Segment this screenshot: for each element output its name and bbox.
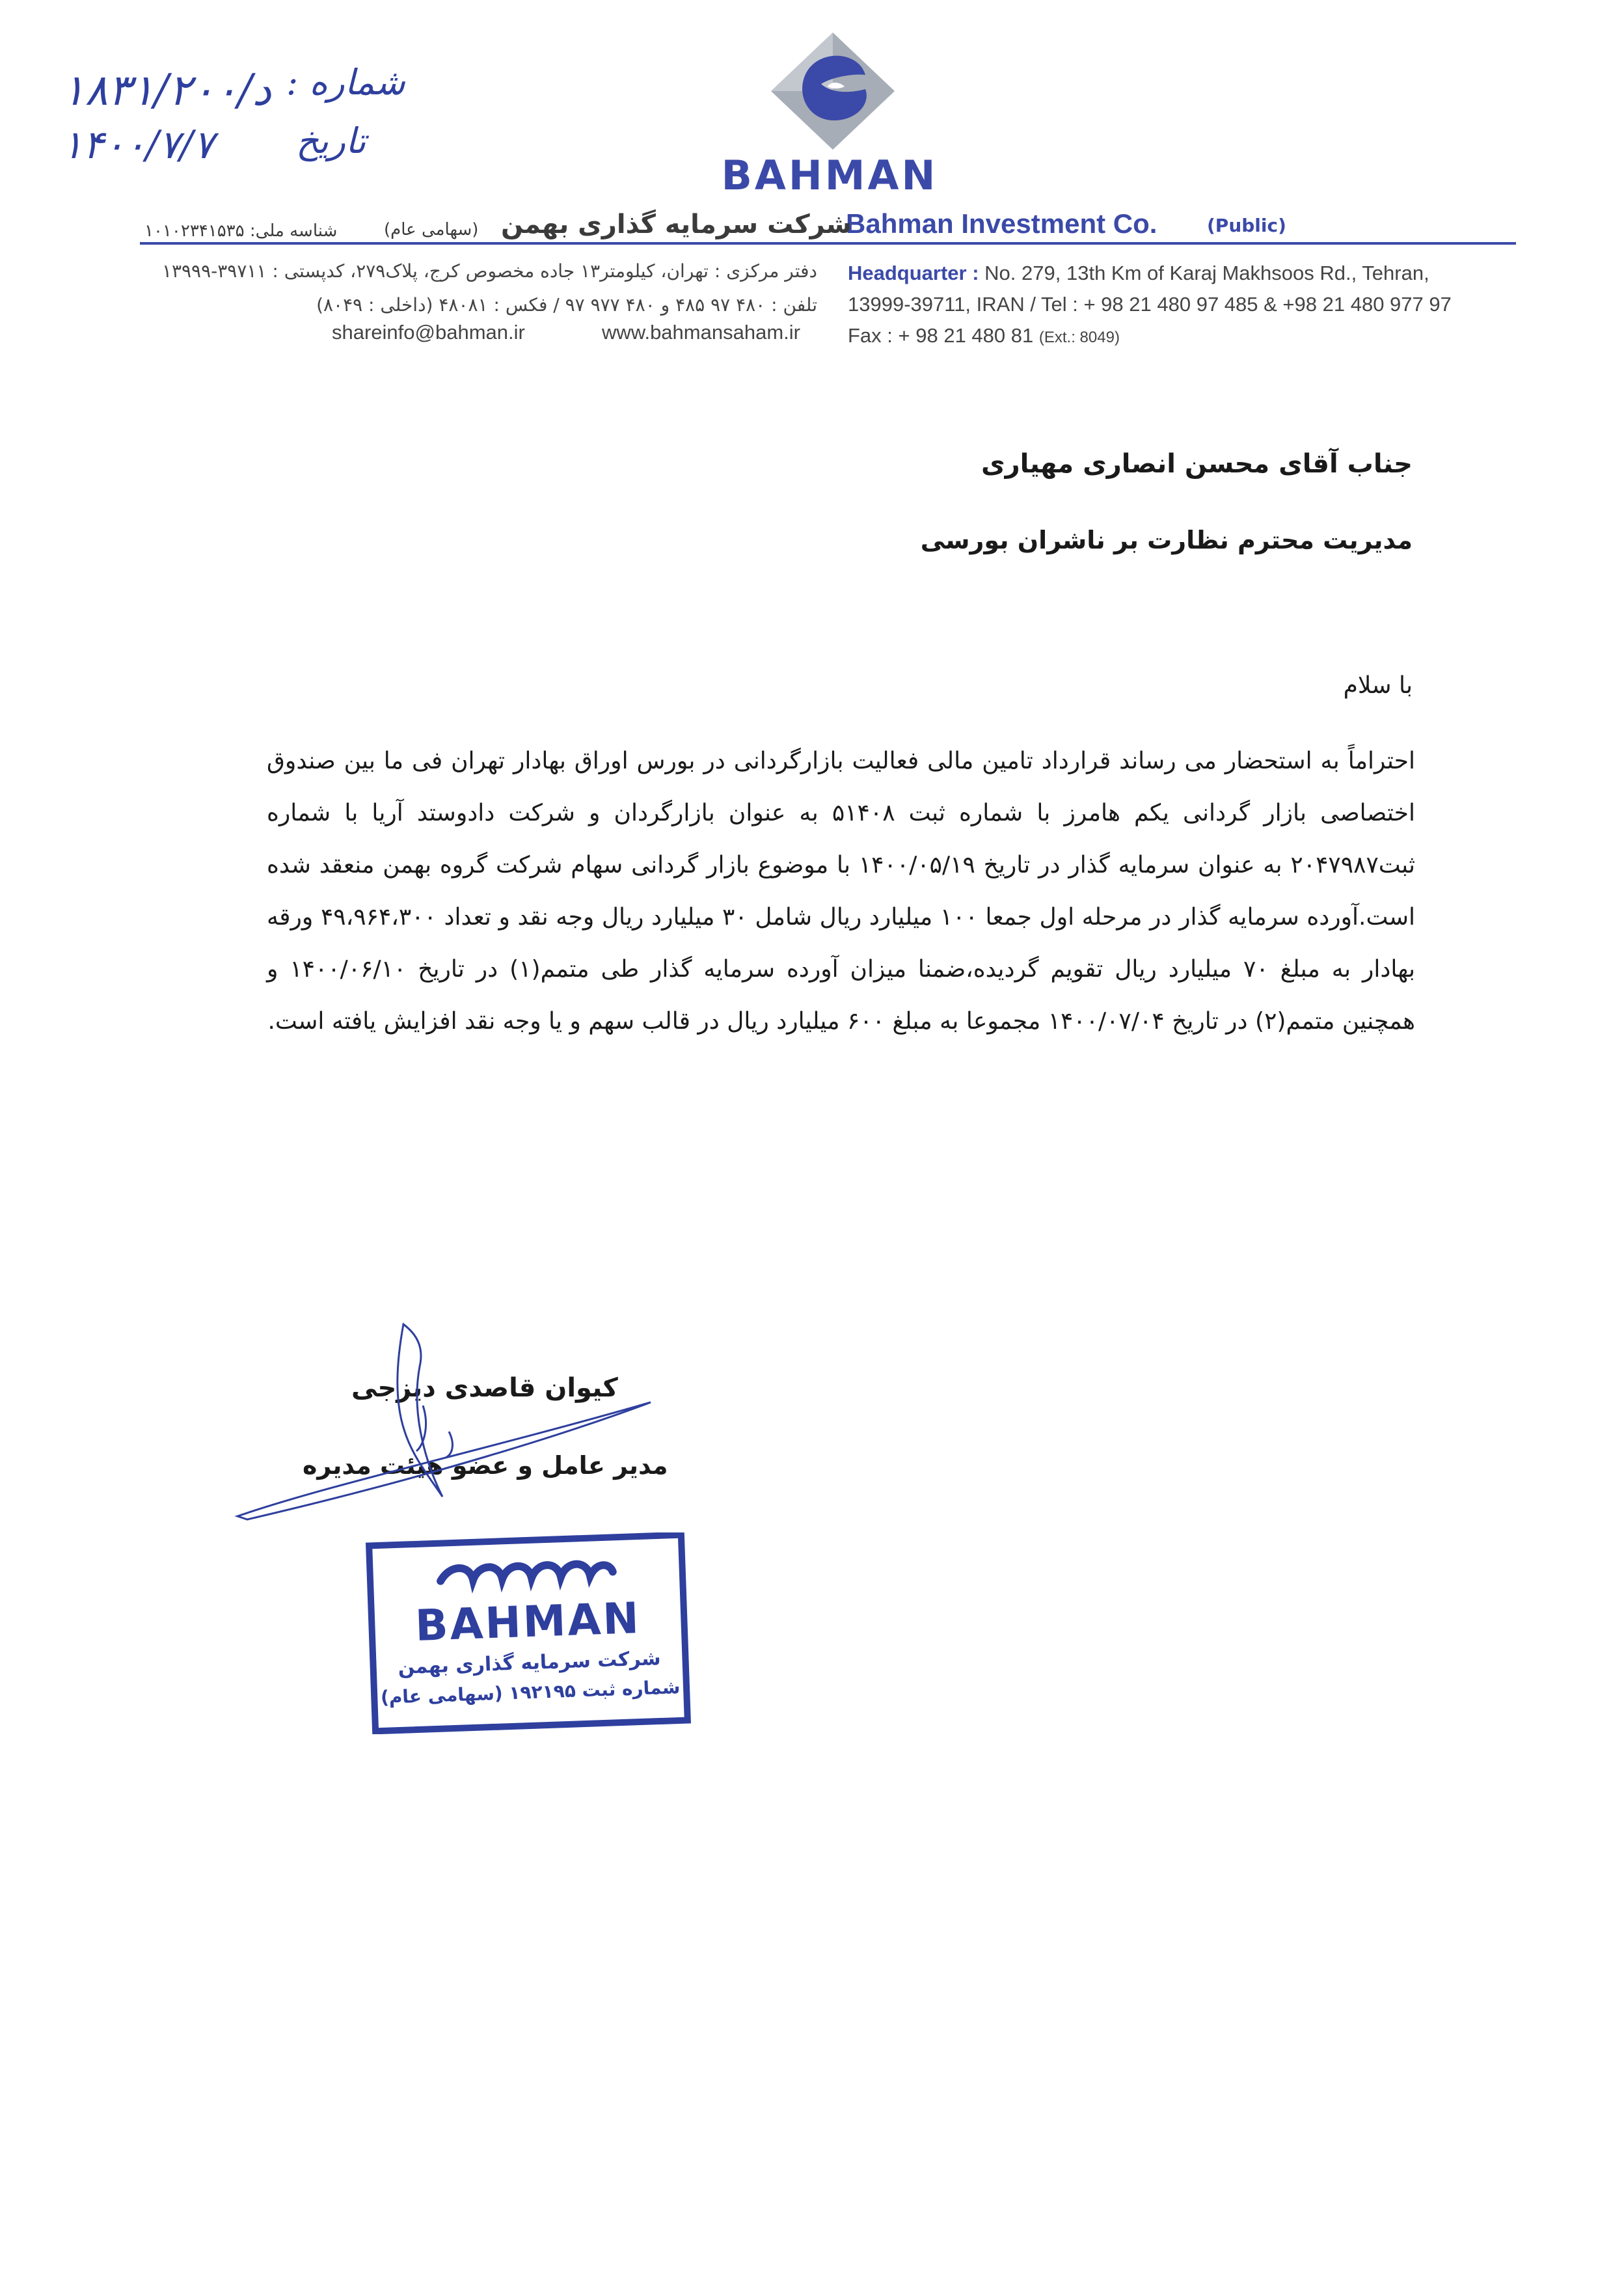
signer-name: کیوان قاصدی دیزجی — [351, 1373, 618, 1403]
headquarter-address-en — [848, 258, 1518, 353]
handwritten-signature — [234, 1321, 664, 1536]
letter-body: احتراماً به استحضار می رساند قرارداد تامین مالی فعالیت بازارگردانی در بورس اوراق بهادار تهران فی ما بین صندوق اختصاصی بازار گردانی یکم هامرز با شماره ثبت ۵۱۴۰۸ به عنوان بازارگردان و شرکت دادوستد آریا با شماره ثبت۲۰۴۷۹۸۷ به عنوان سرمایه گذار در تاریخ ۱۴۰۰/۰۵/۱۹ با موضوع بازار گردانی سهام شرکت گروه بهمن منعقد شده است.آورده سرمایه گذار در مرحله اول جمعا ۱۰۰ میلیارد ریال شامل ۳۰ میلیارد ریال وجه نقد و تعداد ۴۹،۹۶۴،۳۰۰ ورقه بهادار به مبلغ ۷۰ میلیارد ریال تقویم گردیده،ضمنا میزان آورده سرمایه گذار طی متمم(۱) در تاریخ ۱۴۰۰/۰۶/۱۰ و همچنین متمم(۲) در تاریخ ۱۴۰۰/۰۷/۰۴ مجموعا به مبلغ ۶۰۰ میلیارد ریال در قالب سهم و یا وجه نقد افزایش یافته است. — [267, 748, 1416, 1035]
company-name-en: Bahman Investment Co. — [846, 208, 1157, 239]
handwritten-letter-date: ۱۴۰۰/۷/۷ — [62, 122, 214, 168]
hq-fax: Fax : + 98 21 480 81 — [848, 324, 1034, 347]
recipient-name: جناب آقای محسن انصاری مهیاری — [981, 449, 1413, 479]
headquarter-phone-fa: تلفن : ۴۸۰ ۹۷ ۴۸۵ و ۴۸۰ ۹۷۷ ۹۷ / فکس : ۴۸۰۸۱ (داخلی : ۸۰۴۹) — [316, 294, 817, 316]
national-id: شناسه ملی: ۱۰۱۰۲۳۴۱۵۳۵ — [144, 221, 338, 241]
hq-address-line-1: No. 279, 13th Km of Karaj Makhsoos Rd., Tehran, — [984, 262, 1429, 284]
letter-number-label: شماره : — [286, 62, 405, 103]
website-url: www.bahmansaham.ir — [602, 321, 800, 344]
headquarter-label: Headquarter : — [848, 262, 979, 284]
email-address: shareinfo@bahman.ir — [332, 321, 525, 344]
signer-title: مدیر عامل و عضو هیئت مدیره — [303, 1451, 668, 1480]
svg-text:شماره ثبت ۱۹۲۱۹۵ (سهامی عام): شماره ثبت ۱۹۲۱۹۵ (سهامی عام) — [380, 1676, 681, 1708]
handwritten-letter-number: ۱۸۳۱/۲۰۰/د — [62, 65, 272, 115]
company-type-en: (Public) — [1207, 215, 1286, 236]
recipient-office: مدیریت محترم نظارت بر ناشران بورسی — [920, 526, 1413, 554]
hq-fax-ext: (Ext.: 8049) — [1038, 329, 1120, 346]
letter-date-label: تاریخ — [296, 120, 366, 161]
svg-text:BAHMAN: BAHMAN — [414, 1592, 642, 1652]
bahman-logo-icon — [768, 29, 898, 153]
bahman-wordmark — [706, 153, 953, 198]
company-stamp — [364, 1532, 693, 1734]
svg-text:شرکت سرمایه گذاری بهمن: شرکت سرمایه گذاری بهمن — [398, 1646, 662, 1680]
company-name-fa: شرکت سرمایه گذاری بهمن — [501, 210, 852, 239]
letterhead-divider — [140, 242, 1516, 245]
hq-address-line-2: 13999-39711, IRAN / Tel : + 98 21 480 97 485 & +98 21 480 977 97 — [848, 293, 1452, 316]
svg-text:BAHMAN: BAHMAN — [721, 153, 938, 198]
company-type-fa: (سهامی عام) — [384, 220, 479, 239]
headquarter-address-fa: دفتر مرکزی : تهران، کیلومتر۱۳ جاده مخصوص کرج، پلاک۲۷۹، کدپستی : ۳۹۷۱۱-۱۳۹۹۹ — [161, 260, 817, 282]
greeting: با سلام — [1343, 672, 1413, 699]
